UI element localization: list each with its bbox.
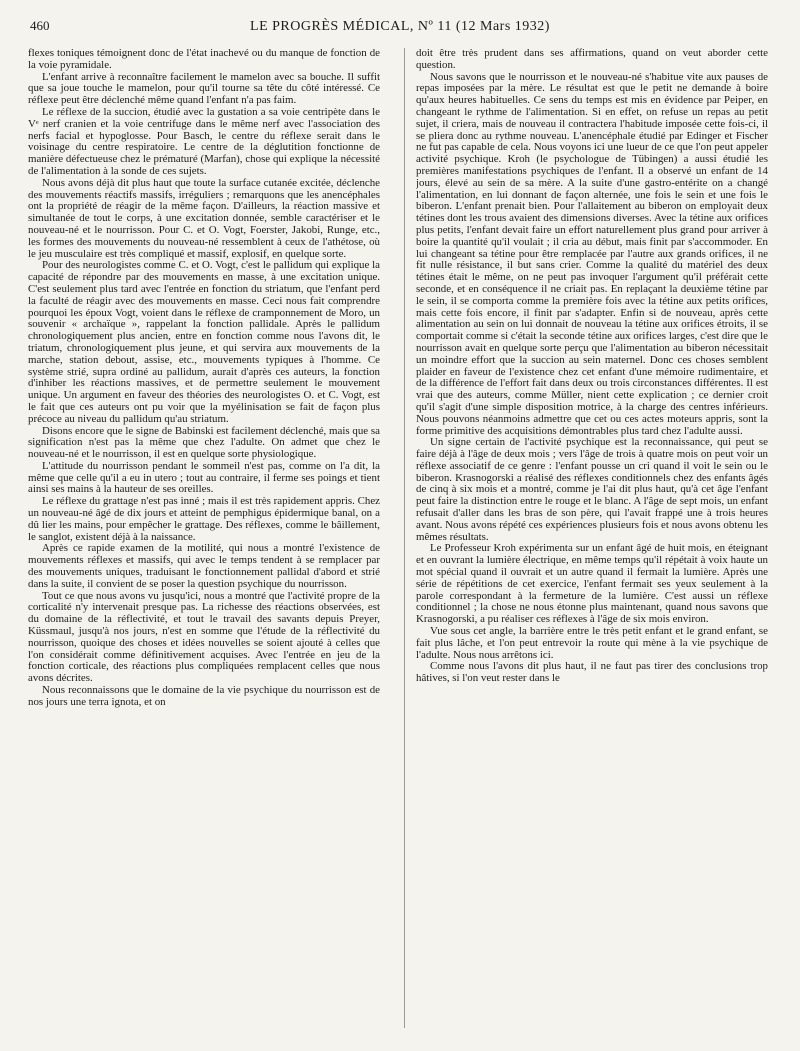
paragraph: Tout ce que nous avons vu jusqu'ici, nous a montré que l'activité propre de la corticalité n'y intervenait presque pas. La richesse des réactions observées, est du domaine de la réflectivité, et tout le travail des savants depuis Preyer, Küssmaul, jusqu'à nos jours, n'est en somme que l'étude de la réflectivité du nourrisson, quoique des choses et idées nouvelles se soient ajouté à celles que l'on considérait comme définitivement acquises. Avec l'entrée en jeu de la fonction corticale, des réactions plus compliquées remplacent celles que nous avons décrites. [28,589,380,685]
left-column [28,48,380,1048]
paragraph: Le réflexe du grattage n'est pas inné ; mais il est très rapidement appris. Chez un nouveau-né âgé de dix jours et atteint de pemphigus épidermique banal, on a dû lier les mains, pour empêcher le grattage. Des réflexes, comme le bâillement, le sanglot, existent déjà à la naissance. [28,495,380,543]
paragraph: flexes toniques témoignent donc de l'état inachevé ou du manque de fonction de la voie pyramidale. [28,48,380,71]
paragraph: L'enfant arrive à reconnaître facilement le mamelon avec sa bouche. Il suffit que sa joue touche le mamelon, pour qu'il tourne sa tête du côté intéressé. Ce réflexe peut être déclenché même quand l'enfant n'a pas faim. [28,70,380,107]
page-header [30,18,770,40]
paragraph: L'attitude du nourrisson pendant le sommeil n'est pas, comme on l'a dit, la même que celle qu'il a eu in utero ; tout au contraire, il ferme ses poings et tient ainsi ses mains à la hauteur de ses oreilles. [28,459,380,496]
paragraph: Nous reconnaissons que le domaine de la vie psychique du nourrisson est de nos jours une terra ignota, et on [28,684,380,708]
paragraph: doit être très prudent dans ses affirmations, quand on veut aborder cette question. [416,48,768,71]
paragraph: Après ce rapide examen de la motilité, qui nous a montré l'existence de mouvements réflexes et massifs, qui avec le temps tendent à se remplacer par des mouvements uniques, traduisant le fonctionnement pallidal d'abord et strié dans la suite, il convient de se poser la question psychique du nourrisson. [28,542,380,590]
paragraph: Nous savons que le nourrisson et le nouveau-né s'habitue vite aux pauses de repas imposées par la mère. Le résultat est que le petit ne demande à boire qu'aux heures habituelles. Ce sens du temps est mis en évidence par Peiper, en changeant le rythme de l'alimentation. Si en effet, on refuse un repas au petit sujet, il criera, mais de nouveau il contractera l'habitude imposée cette fois-ci, il se pliera donc au rythme nouveau. L'anencéphale étudié par Edinger et Fischer ne fut pas capable de cela. Nous voyons ici une lueur de ce que l'on peut appeler activité psychique. Kroh (le psychologue de Tübingen) a aussi étudié les premières manifestations psychiques de l'enfant. Il a observé un enfant de 14 jours, élevé au sein de sa mère. A la suite d'une gastro-entérite on a changé l'alimentation, en lui donnant de façon alternée, une fois le sein et une fois le biberon. L'enfant prenait bien. Pour l'allaitement au biberon on employait deux tétines dont les trous avaient des dimensions diverses. Avec la tétine aux orifices plus petits, l'enfant devait faire un effort naturellement plus grand pour arriver à boire la quantité qu'il voulait ; il cria au début, mais finit par s'accommoder. En lui changeant sa tétine pour être remplacée par l'autre aux grands orifices, il ne fit nulle résistance, il but sans crier. Comme la qualité du matériel des deux tétines était le même, on ne peut pas invoquer l'argument qu'il préférait cette seconde, et en conséquence il ne criait pas. En replaçant la deuxième tétine par le sein, il se comporta comme la première fois avec la tétine aux petits orifices, mais cette fois encore, il finit par s'adapter. Enfin si de nouveau, après cette alimentation au sein on lui donnait de nouveau la tétine aux orifices étroits, il se comportait comme si c'était la seconde tétine aux orifices larges, c'est dire que le nourrisson avait en quelque sorte perçu que l'alimentation au biberon nécessitait un moindre effort que la succion au sein maternel. Donc ces choses semblent plaider en faveur de l'existence chez cet enfant d'une mémoire rudimentaire, et de la différence de l'effort fait dans deux ou trois circonstances différentes. Il est vrai que des auteurs, comme Müller, nient cette explication ; ce dernier croit qu'il s'agit d'une simple disposition motrice, à la charge des centres inférieurs. Nous pouvons néanmoins admettre que cet ou ces actes moteurs appris, sont la forme primitive des acquisitions démontrables plus tard chez l'adulte aussi. [416,70,768,437]
journal-title: LE PROGRÈS MÉDICAL, Nº 11 (12 Mars 1932) [250,19,550,34]
column-divider [404,48,405,1028]
paragraph: Le Professeur Kroh expérimenta sur un enfant âgé de huit mois, en éteignant et en ouvrant la lumière électrique, en même temps qu'il répétait à voix haute un mot spécial quand il ouvrait et un autre quand il fermait la lumière. Après une série de répétitions de cet exercice, l'enfant fermait ses yeux seulement à la parole correspondant à la fermeture de la lumière. C'est aussi un réflexe conditionnel ; la chose ne nous étonne plus maintenant, quand nous savons que Krasnogorski, a pu réaliser ces réflexes à l'âge de six mois environ. [416,542,768,626]
paragraph: Vue sous cet angle, la barrière entre le très petit enfant et le grand enfant, se fait plus lâche, et l'on peut entrevoir la route qui mène à la vie psychique de l'adulte. Nous nous arrêtons ici. [416,625,768,661]
paragraph: Un signe certain de l'activité psychique est la reconnaissance, qui peut se faire déjà à l'âge de deux mois ; vers l'âge de trois à quatre mois on peut voir un réflexe associatif de ce genre : l'enfant pousse un cri quand il voit le sein ou le biberon. Krasnogorski a réalisé des réflexes conditionnels chez des enfants âgés de cinq à six mois et a montré, comme je l'ai dit plus haut, qu'à cet âge l'enfant peut faire la distinction entre le rouge et le blanc. A l'âge de sept mois, un enfant refusait d'aller dans les bras de son père, qui l'avait frappé une à trois heures avant. Nous avons répété ces expériences plusieurs fois et nous avons obtenu les mêmes résultats. [416,436,768,543]
paragraph: Disons encore que le signe de Babinski est facilement déclenché, mais que sa signification n'est pas la même que chez l'adulte. On admet que chez le nouveau-né et le nourrisson, il est en quelque sorte physiologique. [28,424,380,461]
paragraph: Comme nous l'avons dit plus haut, il ne faut pas tirer des conclusions trop hâtives, si l'on veut rester dans le [416,660,768,685]
paragraph: Le réflexe de la succion, étudié avec la gustation a sa voie centripète dans le Vᵉ nerf cranien et la voie centrifuge dans le même nerf avec l'association des nerfs facial et hypoglosse. Pour Basch, le centre du réflexe serait dans le voisinage du centre respiratoire. Le centre de la déglutition fonctionne de manière défectueuse chez le prématuré (Marfan), chose qui explique la nécessité de l'alimentation à la sonde de ces sujets. [28,105,380,177]
paragraph: Pour des neurologistes comme C. et O. Vogt, c'est le pallidum qui explique la capacité de répondre par des mouvements en masse, à une excitation unique. C'est seulement plus tard avec l'entrée en fonction du striatum, que l'enfant perd la faculté de réagir avec des mouvements en masse. Ceci nous fait comprendre pourquoi les époux Vogt, voient dans le réflexe de cramponnement de Moro, un souvenir « archaïque », rappelant la fonction pallidale. Après le pallidum chronologiquement plus ancien, entre en fonction comme nous l'avons dit, le triatum, chronologiquement plus jeune, et qui servira aux mouvements de la marche, station debout, assise, etc., mouvements typiques à l'homme. Ce système strié, supra ordiné au pallidum, aurait d'après ces auteurs, la fonction d'inhiber les réactions massives, et de permettre seulement le mouvement unique. Un argument en faveur des théories des neurologistes O. et C. Vogt, est le fait que ces auteurs ont pu voir que la myélinisation se fait de façon plus précoce au niveau du pallidum qu'au striatum. [28,259,380,425]
page-number: 460 [30,18,50,33]
right-column [416,48,768,1048]
paragraph: Nous avons déjà dit plus haut que toute la surface cutanée excitée, déclenche des mouvements réactifs massifs, irréguliers ; remarquons que les anencéphales ont la propriété de réagir de la même façon. D'ailleurs, la réaction massive et simultanée de tout le corps, à une excitation donnée, semble caractériser et le nouveau-né et le nourrisson. Pour C. et O. Vogt, Foerster, Jakobi, Runge, etc., les formes des mouvements du nouveau-né ressemblent à ceux de l'athétose, où le jeu musculaire est très compliqué et massif, explosif, en quelque sorte. [28,176,380,260]
